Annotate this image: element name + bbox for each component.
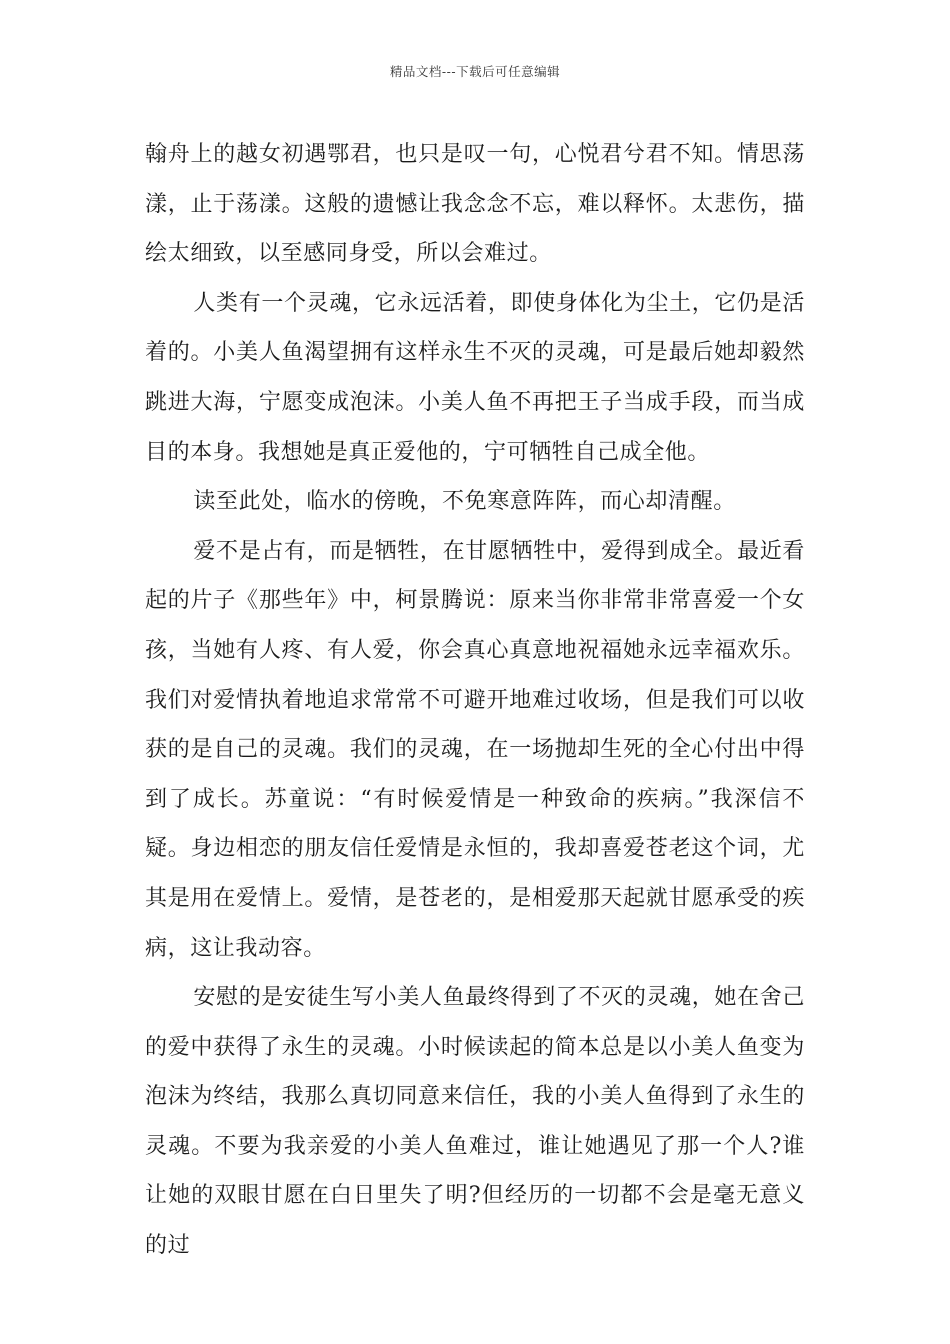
paragraph-1: 翰舟上的越女初遇鄂君，也只是叹一句，心悦君兮君不知。情思荡漾，止于荡漾。这般的遗憾让我念念不忘，难以释怀。太悲伤，描绘太细致，以至感同身受，所以会难过。 — [145, 142, 805, 267]
paragraph-5: 安慰的是安徒生写小美人鱼最终得到了不灭的灵魂，她在舍己的爱中获得了永生的灵魂。小时候读起的简本总是以小美人鱼变为泡沫为终结，我那么真切同意来信任，我的小美人鱼得到了永生的灵魂。不要为我亲爱的小美人鱼难过，谁让她遇见了那一个人?谁让她的双眼甘愿在白日里失了明?但经历的一切都不会是毫无意义的过 — [145, 985, 805, 1259]
document-body — [145, 130, 805, 1271]
page-header: 精品文档---下载后可任意编辑 — [389, 64, 561, 79]
paragraph-3: 读至此处，临水的傍晚，不免寒意阵阵，而心却清醒。 — [193, 489, 736, 515]
paragraph-2: 人类有一个灵魂，它永远活着，即使身体化为尘土，它仍是活着的。小美人鱼渴望拥有这样永生不灭的灵魂，可是最后她却毅然跳进大海，宁愿变成泡沫。小美人鱼不再把王子当成手段，而当成目的本身。我想她是真正爱他的，宁可牺牲自己成全他。 — [145, 290, 805, 465]
paragraph-4: 爱不是占有，而是牺牲，在甘愿牺牲中，爱得到成全。最近看起的片子《那些年》中，柯景腾说：原来当你非常非常喜爱一个女孩，当她有人疼、有人爱，你会真心真意地祝福她永远幸福欢乐。我们对爱情执着地追求常常不可避开地难过收场，但是我们可以收获的是自己的灵魂。我们的灵魂，在一场抛却生死的全心付出中得到了成长。苏童说：“有时候爱情是一种致命的疾病。”我深信不疑。身边相恋的朋友信任爱情是永恒的，我却喜爱苍老这个词，尤其是用在爱情上。爱情，是苍老的，是相爱那天起就甘愿承受的疾病，这让我动容。 — [145, 538, 805, 961]
